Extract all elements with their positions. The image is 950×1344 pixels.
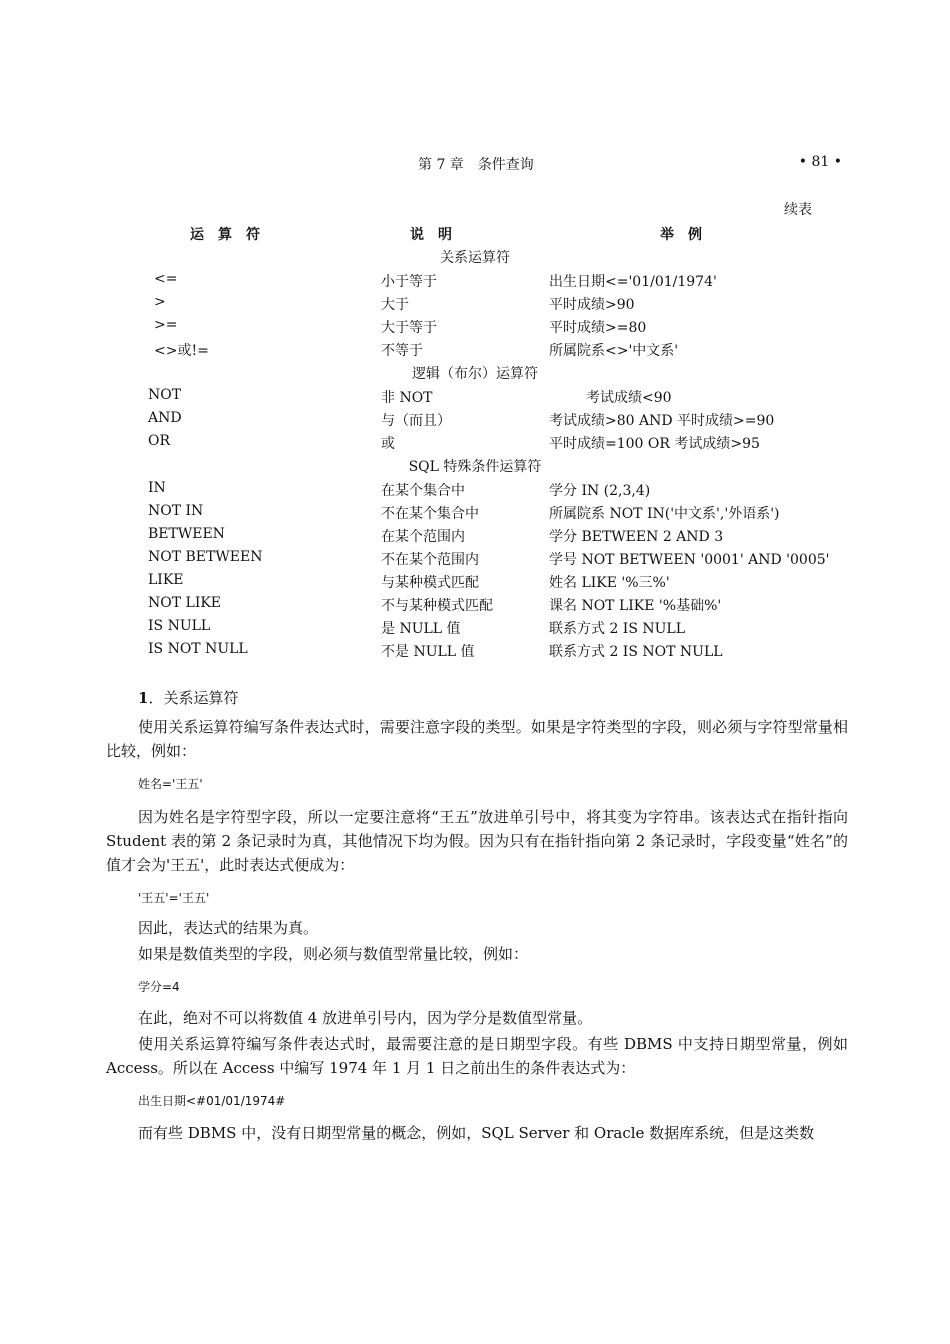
chapter-title: 第 7 章 条件查询 [418,157,534,173]
description-cell: 不等于 [381,343,423,359]
operator-cell: NOT IN [148,503,204,519]
description-cell: 是 NULL 值 [381,621,461,637]
column-header-operator: 运算符 [190,227,274,243]
table-group-title: SQL 特殊条件运算符 [408,459,542,475]
section-number: 1 [138,689,149,707]
description-cell: 与（而且） [381,413,451,429]
table-row [0,410,950,432]
table-row [0,480,950,502]
section-title: 关系运算符 [163,689,239,707]
operator-cell: NOT [148,387,182,403]
code-example: '王五'='王五' [138,891,210,905]
example-cell: 学号 NOT BETWEEN '0001' AND '0005' [549,552,830,568]
table-group-title: 逻辑（布尔）运算符 [412,366,538,382]
table-row [0,271,950,293]
body-paragraph: 使用关系运算符编写条件表达式时，需要注意字段的类型。如果是字符类型的字段，则必须与字符型常量相比较，例如： [106,718,848,760]
example-cell: 所属院系 NOT IN('中文系','外语系') [549,506,780,522]
table-row [0,503,950,525]
example-cell: 考试成绩<90 [586,390,672,406]
description-cell: 不是 NULL 值 [381,644,475,660]
example-cell: 联系方式 2 IS NULL [549,621,686,637]
example-cell: 姓名 LIKE '%三%' [549,575,670,591]
description-cell: 大于等于 [381,320,437,336]
column-header-example: 举例 [660,227,716,243]
table-header [0,224,950,246]
description-cell: 大于 [381,297,409,313]
running-header [0,154,950,176]
operator-cell: <= [154,271,178,287]
table-row [0,641,950,663]
example-cell: 平时成绩>=80 [549,320,647,336]
table-row [0,340,950,362]
example-cell: 学分 IN (2,3,4) [549,483,651,499]
table-row [0,526,950,548]
section-heading: 1．关系运算符 [138,689,239,707]
example-cell: 课名 NOT LIKE '%基础%' [549,598,722,614]
table-group-title: 关系运算符 [440,250,510,266]
table-row [0,317,950,339]
description-cell: 非 NOT [381,390,433,406]
body-paragraph: 因为姓名是字符型字段，所以一定要注意将“王五”放进单引号中，将其变为字符串。该表达式在指针指向 Student 表的第 2 条记录时为真，其他情况下均为假。因为只有在指针指向第 2 条记录时，字段变量“姓名”的值才会为'王五'，此时表达式便成为： [106,808,848,874]
body-paragraph: 使用关系运算符编写条件表达式时，最需要注意的是日期型字段。有些 DBMS 中支持日期型常量，例如 Access。所以在 Access 中编写 1974 年 1 月 1 日之前出生的条件表达式为： [106,1035,848,1077]
example-cell: 所属院系<>'中文系' [549,343,679,359]
description-cell: 在某个集合中 [381,483,465,499]
example-cell: 学分 BETWEEN 2 AND 3 [549,529,724,545]
operator-cell: >= [154,317,178,333]
example-cell: 联系方式 2 IS NOT NULL [549,644,723,660]
operator-cell: > [154,294,166,310]
operator-cell: IN [148,480,166,496]
table-row [0,618,950,640]
operator-cell: NOT LIKE [148,595,222,611]
example-cell: 考试成绩>80 AND 平时成绩>=90 [549,413,775,429]
table-continued-label: 续表 [784,202,812,218]
operator-cell: BETWEEN [148,526,225,542]
code-example: 出生日期<#01/01/1974# [138,1094,286,1108]
table-row [0,294,950,316]
body-paragraph: 如果是数值类型的字段，则必须与数值型常量比较，例如： [138,945,529,963]
example-cell: 平时成绩=100 OR 考试成绩>95 [549,436,760,452]
body-paragraph: 在此，绝对不可以将数值 4 放进单引号内，因为学分是数值型常量。 [138,1009,593,1027]
table-row [0,572,950,594]
operator-cell: IS NOT NULL [148,641,248,657]
description-cell: 或 [381,436,395,452]
table-row [0,387,950,409]
body-paragraph: 而有些 DBMS 中，没有日期型常量的概念，例如，SQL Server 和 Oracle 数据库系统，但是这类数 [138,1124,815,1142]
operator-cell: IS NULL [148,618,211,634]
description-cell: 小于等于 [381,274,437,290]
operator-cell: OR [148,433,171,449]
description-cell: 不在某个范围内 [381,552,479,568]
operator-cell: <>或!= [154,343,209,359]
table-row [0,595,950,617]
code-example: 学分=4 [138,980,180,994]
description-cell: 与某种模式匹配 [381,575,479,591]
page-number: • 81 • [798,154,842,170]
example-cell: 平时成绩>90 [549,297,635,313]
table-row [0,549,950,571]
operator-cell: AND [148,410,182,426]
table-row [0,433,950,455]
description-cell: 不在某个集合中 [381,506,479,522]
description-cell: 不与某种模式匹配 [381,598,493,614]
code-example: 姓名='王五' [138,777,203,791]
body-paragraph: 因此，表达式的结果为真。 [138,919,319,937]
description-cell: 在某个范围内 [381,529,465,545]
operator-cell: NOT BETWEEN [148,549,263,565]
column-header-description: 说明 [410,227,466,243]
example-cell: 出生日期<='01/01/1974' [549,274,717,290]
operator-cell: LIKE [148,572,184,588]
